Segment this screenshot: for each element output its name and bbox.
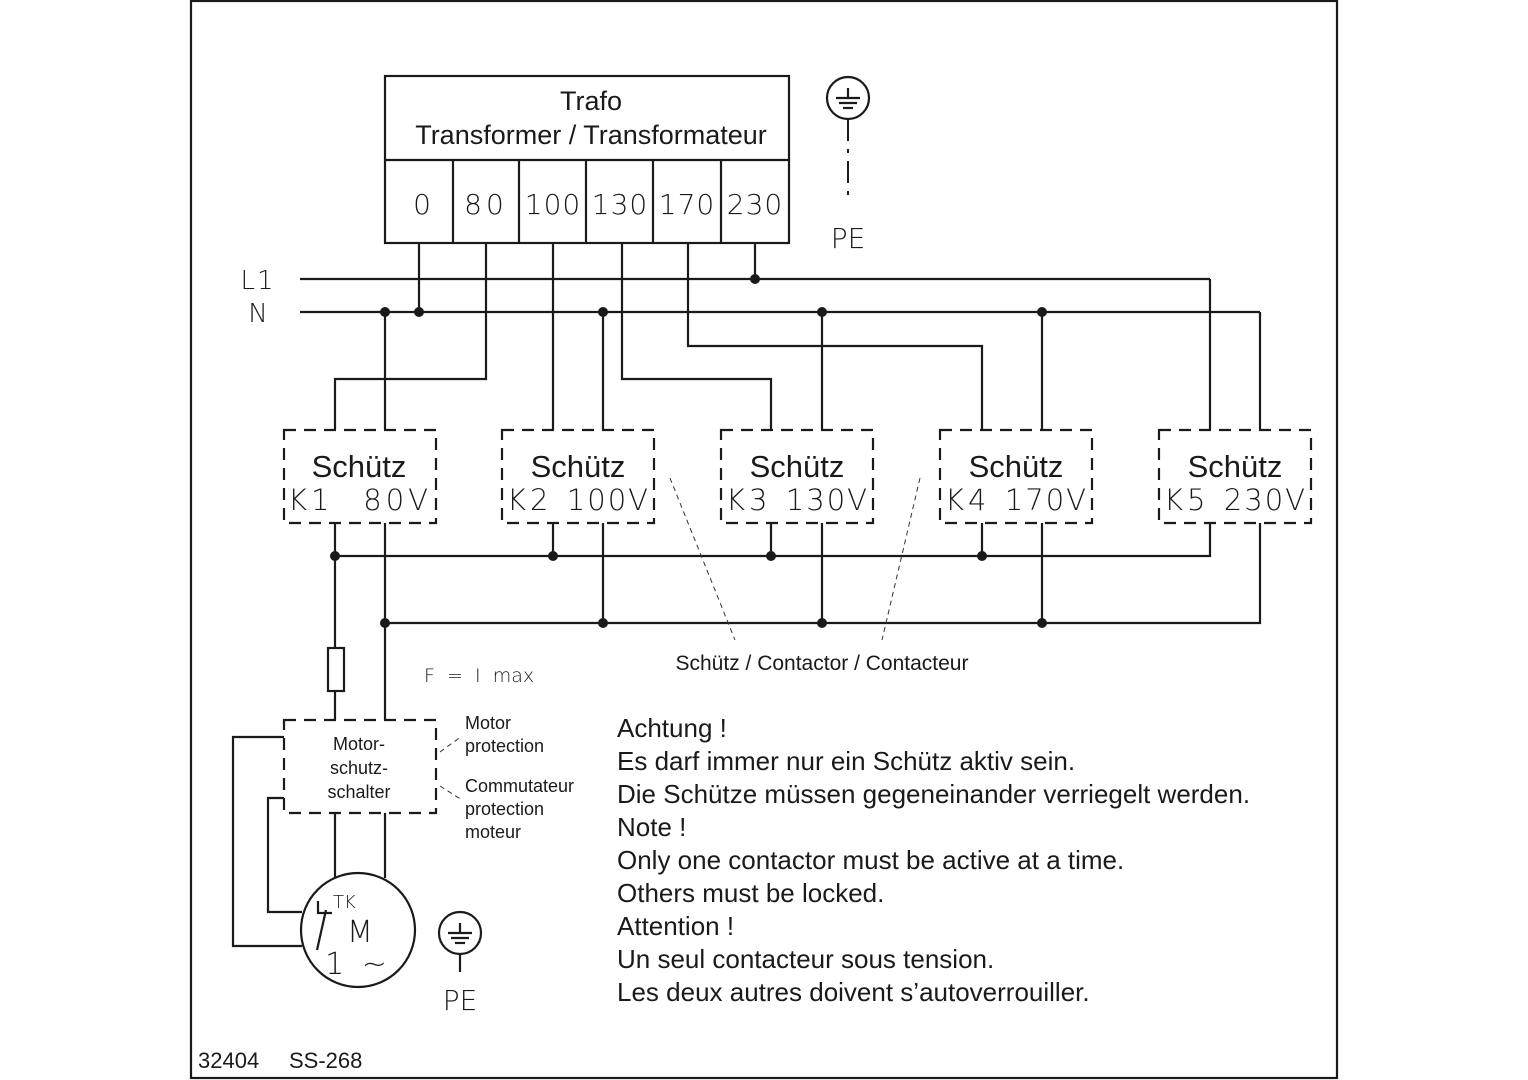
l1-label: L1: [240, 266, 276, 296]
note-line: Achtung !: [617, 713, 727, 743]
transformer: [385, 76, 789, 243]
footer-code: 32404: [198, 1048, 260, 1073]
contactor-name: Schütz: [749, 449, 845, 484]
ground-icon: [827, 77, 869, 200]
tap-label: 170: [658, 188, 716, 221]
leader-line: [440, 786, 462, 800]
contactor-voltage: 80V: [363, 483, 432, 517]
contactor-name: Schütz: [311, 449, 407, 484]
n-label: N: [248, 299, 268, 329]
warning-notes: [617, 713, 1250, 1007]
commutateur-label: protection: [465, 799, 545, 819]
switch-label-line: Motor-: [332, 734, 386, 754]
contactor-k4: [940, 430, 1092, 523]
contactor-name: Schütz: [968, 449, 1064, 484]
contactor-voltage: 100V: [566, 483, 650, 517]
tap-label: 0: [413, 188, 431, 221]
contactor-id: K2: [507, 483, 553, 517]
wiring: [233, 243, 1260, 946]
contactor-voltage: 170V: [1004, 483, 1088, 517]
switch-label-line: schalter: [327, 782, 391, 802]
motor-protection-label: Motor: [465, 713, 512, 733]
note-line: Others must be locked.: [617, 878, 885, 908]
commutateur-label: moteur: [465, 822, 522, 842]
contactor-id: K1: [288, 483, 334, 517]
note-line: Note !: [617, 812, 687, 842]
ground-icon: [439, 912, 481, 972]
contactor-k5: [1159, 430, 1311, 523]
contactor-k2: [502, 430, 654, 523]
contactor-name: Schütz: [1187, 449, 1283, 484]
transformer-title: Trafo: [559, 86, 623, 116]
note-line: Only one contactor must be active at a time.: [617, 845, 1125, 875]
motor-phase-label: 1 ~: [325, 947, 391, 982]
tap-label: 80: [464, 188, 508, 221]
note-line: Les deux autres doivent s’autoverrouiller.: [617, 977, 1090, 1007]
contactor-id: K3: [726, 483, 772, 517]
leader-line: [440, 736, 462, 752]
note-line: Un seul contacteur sous tension.: [617, 944, 995, 974]
leader-line: [882, 478, 920, 640]
motor-protection-label: protection: [465, 736, 545, 756]
fuse-note: F = I max: [424, 665, 535, 687]
commutateur-label: Commutateur: [465, 776, 575, 796]
note-line: Es darf immer nur ein Schütz aktiv sein.: [617, 746, 1076, 776]
note-line: Attention !: [617, 911, 735, 941]
contactor-id: K5: [1164, 483, 1210, 517]
pe-top-label: PE: [830, 222, 866, 255]
pe-bottom-label: PE: [442, 984, 478, 1017]
contactor-caption: Schütz / Contactor / Contacteur: [675, 652, 969, 675]
tap-label: 230: [726, 188, 784, 221]
contactor-k1: [284, 430, 436, 523]
switch-label-line: schutz-: [329, 758, 389, 778]
tk-label: TK: [333, 892, 356, 913]
motor-m-label: M: [347, 915, 373, 950]
motor-protection-switch: [284, 720, 436, 813]
contactor-name: Schütz: [530, 449, 626, 484]
motor-icon: [301, 873, 415, 987]
tap-label: 130: [591, 188, 649, 221]
footer-ref: SS-268: [289, 1048, 363, 1073]
note-line: Die Schütze müssen gegeneinander verriegelt werden.: [617, 779, 1251, 809]
fuse-icon: [328, 648, 344, 691]
contactor-id: K4: [945, 483, 991, 517]
contactor-voltage: 230V: [1223, 483, 1307, 517]
contactor-k3: [721, 430, 873, 523]
tap-label: 100: [524, 188, 582, 221]
contactor-voltage: 130V: [785, 483, 869, 517]
transformer-subtitle: Transformer / Transformateur: [415, 120, 767, 150]
